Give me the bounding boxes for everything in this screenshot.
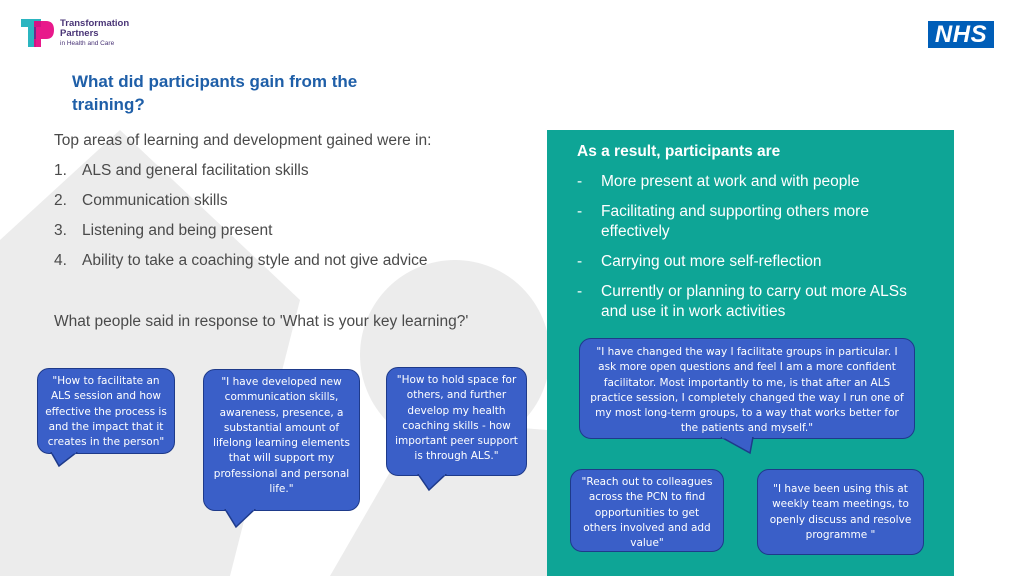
list-item (54, 192, 428, 222)
logo-line-2: Partners (60, 28, 99, 39)
list-item (577, 282, 927, 322)
quote-text: "Reach out to colleagues across the PCN to find opportunities to get others involved and add value" (581, 476, 713, 550)
result-text: Facilitating and supporting others more effectively (601, 203, 869, 240)
list-number: 3. (54, 222, 67, 239)
quote-text: "I have developed new communication skills, awareness, presence, a substantial amount of lifelong learning elements that will support my professional and personal life." (213, 376, 350, 496)
list-item (577, 252, 927, 272)
bubble-tail-icon (50, 452, 78, 468)
list-item (577, 202, 927, 242)
quote-bubble (203, 369, 360, 511)
list-number: 2. (54, 192, 67, 209)
result-text: Carrying out more self-reflection (601, 253, 822, 270)
list-text: ALS and general facilitation skills (82, 162, 309, 179)
quote-bubble (386, 367, 527, 476)
page-title: What did participants gain from the training? (72, 72, 358, 114)
result-text: More present at work and with people (601, 173, 860, 190)
logo-line-3: in Health and Care (60, 40, 115, 47)
bubble-tail-icon (224, 509, 256, 529)
dash-bullet: - (577, 253, 583, 270)
quote-bubble (579, 338, 915, 439)
bubble-tail-icon (720, 437, 754, 455)
dash-bullet: - (577, 203, 583, 220)
results-list (577, 172, 927, 332)
quote-text: "I have changed the way I facilitate groups in particular. I ask more open questions and feel I am a more confident facilitator. Most importantly to me, is that after an ALS practice session, I completely changed the way I run one of my most long-term groups, to a way that works better for the patients and myself." (590, 346, 904, 435)
learning-intro: Top areas of learning and development gained were in: (54, 132, 432, 149)
result-text: Currently or planning to carry out more ALSs and use it in work activities (601, 283, 907, 320)
dash-bullet: - (577, 283, 583, 300)
list-item (54, 252, 428, 282)
bubble-tail-icon (417, 474, 447, 492)
quote-text: "I have been using this at weekly team meetings, to openly discuss and resolve programme " (769, 483, 912, 541)
list-text: Communication skills (82, 192, 228, 209)
quote-bubble (37, 368, 175, 454)
list-item (54, 222, 428, 252)
quote-text: "How to hold space for others, and further develop my health coaching skills - how important peer support is through ALS." (395, 374, 518, 463)
list-number: 1. (54, 162, 67, 179)
logo-line-1: Transformation (60, 18, 130, 29)
key-learning-heading: What people said in response to 'What is your key learning?' (54, 313, 469, 330)
list-text: Listening and being present (82, 222, 273, 239)
tp-logo-mark-icon (20, 18, 56, 48)
list-item (54, 162, 428, 192)
quote-bubble (570, 469, 724, 552)
list-item (577, 172, 927, 192)
quote-text: "How to facilitate an ALS session and how effective the process is and the impact that it creates in the person" (45, 375, 167, 449)
list-number: 4. (54, 252, 67, 269)
list-text: Ability to take a coaching style and not give advice (82, 252, 428, 269)
nhs-logo: NHS (928, 21, 994, 48)
dash-bullet: - (577, 173, 583, 190)
results-heading: As a result, participants are (577, 143, 781, 160)
learning-list (54, 162, 428, 282)
quote-bubble (757, 469, 924, 555)
tp-logo (20, 18, 160, 52)
